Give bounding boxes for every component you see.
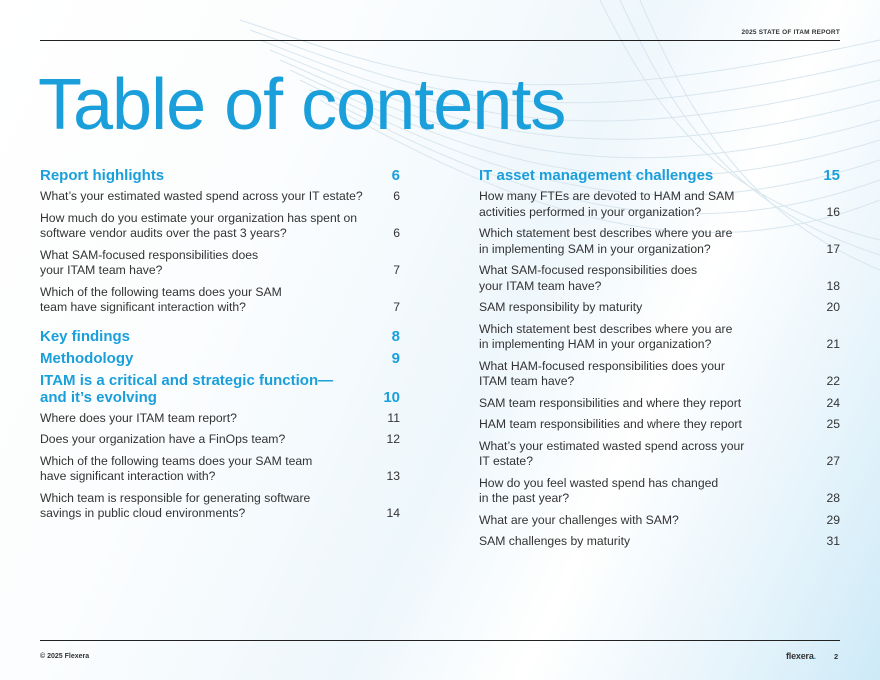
toc-entry-link[interactable] xyxy=(40,248,400,279)
toc-page-number: 18 xyxy=(826,278,840,293)
toc-section-title: IT asset management challenges xyxy=(479,167,714,184)
toc-entry-link[interactable] xyxy=(479,396,840,412)
toc-section-link[interactable] xyxy=(479,167,840,184)
toc-page-number: 13 xyxy=(386,469,400,483)
toc-entry-link[interactable] xyxy=(479,189,840,220)
flexera-logo xyxy=(786,651,816,661)
toc-entry-link[interactable] xyxy=(40,285,400,316)
toc-entry-title: SAM team responsibilities and where they report xyxy=(479,395,742,410)
toc-page-number: 14 xyxy=(386,506,400,520)
toc-section-title: Key findings xyxy=(40,327,131,345)
toc-entry-link[interactable] xyxy=(479,322,840,353)
toc-entry-link[interactable] xyxy=(40,211,400,242)
toc-entry-title: What HAM-focused responsibilities does your ITAM team have? xyxy=(479,358,725,388)
toc-left-column xyxy=(40,167,400,528)
toc-page-number: 25 xyxy=(826,417,840,431)
toc-page-number: 28 xyxy=(826,491,840,505)
toc-section-link[interactable] xyxy=(40,167,400,184)
toc-entry-title: What SAM-focused responsibilities does your ITAM team have? xyxy=(40,247,259,277)
toc-entry-link[interactable] xyxy=(479,359,840,390)
toc-entry-title: How do you feel wasted spend has changed in the past year? xyxy=(479,475,719,505)
logo-dot: . xyxy=(813,651,816,661)
toc-section-link[interactable] xyxy=(40,350,400,367)
bottom-divider xyxy=(40,640,840,641)
toc-entry-link[interactable] xyxy=(40,491,400,522)
report-header-label: 2025 STATE OF ITAM REPORT xyxy=(741,29,840,36)
copyright-text: © 2025 Flexera xyxy=(40,653,90,660)
toc-page-number: 27 xyxy=(826,454,840,468)
toc-page-number: 15 xyxy=(823,167,840,184)
toc-page-number: 6 xyxy=(391,167,400,184)
toc-entry-link[interactable] xyxy=(479,300,840,316)
toc-entry-title: Which of the following teams does your SAM team have significant interaction with? xyxy=(40,453,313,483)
toc-page-number: 8 xyxy=(391,327,400,345)
toc-entry-link[interactable] xyxy=(40,411,400,427)
logo-text-b: era xyxy=(800,651,814,661)
toc-page-number: 11 xyxy=(387,410,400,425)
toc-entry-title: What are your challenges with SAM? xyxy=(479,512,679,527)
toc-page-number: 22 xyxy=(826,374,840,388)
toc-page-number: 29 xyxy=(826,512,840,527)
toc-page-number: 10 xyxy=(383,388,400,406)
toc-entry-link[interactable] xyxy=(479,439,840,470)
toc-entry-link[interactable] xyxy=(40,454,400,485)
toc-page-number: 7 xyxy=(393,263,400,277)
toc-entry-link[interactable] xyxy=(40,432,400,448)
toc-section-link[interactable] xyxy=(40,372,400,406)
toc-entry-title: What SAM-focused responsibilities does your ITAM team have? xyxy=(479,263,698,293)
toc-section-link[interactable] xyxy=(40,328,400,345)
toc-entry-title: Which statement best describes where you are in implementing HAM in your organization? xyxy=(479,321,733,351)
toc-entry-link[interactable] xyxy=(479,417,840,433)
toc-page-number: 21 xyxy=(826,337,840,351)
toc-entry-title: Where does your ITAM team report? xyxy=(40,410,237,425)
toc-entry-title: SAM challenges by maturity xyxy=(479,534,631,548)
page-number: 2 xyxy=(834,652,839,661)
toc-entry-link[interactable] xyxy=(479,226,840,257)
toc-page-number: 16 xyxy=(826,204,840,219)
toc-entry-title: What’s your estimated wasted spend across your IT estate? xyxy=(479,438,745,468)
toc-entry-title: What’s your estimated wasted spend across your IT estate? xyxy=(40,189,363,203)
toc-entry-link[interactable] xyxy=(479,476,840,507)
toc-page-number: 6 xyxy=(393,226,400,240)
toc-entry-title: Which statement best describes where you are in implementing SAM in your organization? xyxy=(479,226,733,256)
toc-right-column xyxy=(479,167,840,556)
toc-entry-link[interactable] xyxy=(479,513,840,529)
toc-page-number: 6 xyxy=(393,189,400,203)
toc-section-title: ITAM is a critical and strategic function— and it’s evolving xyxy=(40,371,334,406)
toc-entry-link[interactable] xyxy=(479,534,840,550)
toc-entry-title: Which of the following teams does your SAM team have significant interaction with? xyxy=(40,284,282,314)
toc-entry-link[interactable] xyxy=(479,263,840,294)
toc-entry-title: How much do you estimate your organization has spent on software vendor audits over the past 3 years? xyxy=(40,210,358,240)
toc-page-number: 24 xyxy=(826,395,840,410)
page-title: Table of contents xyxy=(38,65,566,145)
toc-page-number: 17 xyxy=(826,241,840,256)
toc-entry-title: Which team is responsible for generating software savings in public cloud environments? xyxy=(40,490,311,520)
toc-page-number: 7 xyxy=(393,300,400,314)
toc-entry-title: Does your organization have a FinOps team? xyxy=(40,432,286,446)
logo-text-a: flex xyxy=(786,651,801,661)
toc-page-number: 12 xyxy=(386,432,400,446)
toc-entry-link[interactable] xyxy=(40,189,400,205)
toc-page-number: 9 xyxy=(391,349,400,367)
toc-entry-title: How many FTEs are devoted to HAM and SAM activities performed in your organization? xyxy=(479,189,735,219)
toc-section-title: Report highlights xyxy=(40,167,165,184)
toc-entry-title: SAM responsibility by maturity xyxy=(479,300,643,314)
toc-entry-title: HAM team responsibilities and where they report xyxy=(479,417,742,431)
toc-page-number: 31 xyxy=(826,534,840,548)
top-divider xyxy=(40,40,840,41)
toc-section-title: Methodology xyxy=(40,349,134,367)
toc-page-number: 20 xyxy=(826,300,840,314)
